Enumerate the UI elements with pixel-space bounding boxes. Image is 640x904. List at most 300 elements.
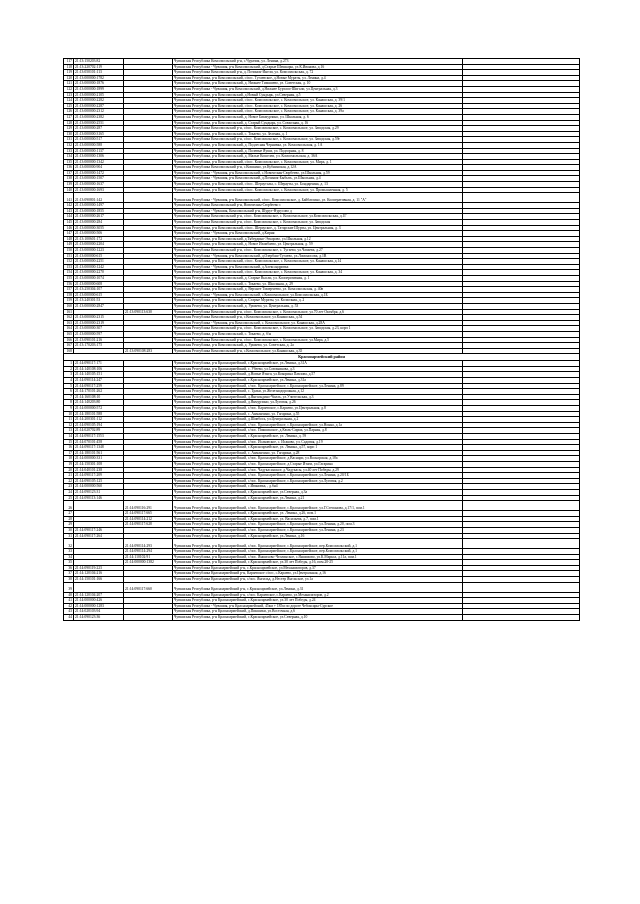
cadastral-number: 21:14:070101:458: [74, 439, 124, 445]
address: Чувашская Республика, р-н Красноармейский, с.Красноармейское, ул. Васильева, д.7, пом.1: [173, 516, 463, 522]
cadastral-number: 21:13:000000:2105: [74, 92, 124, 98]
cadastral-number-2: 21:13:090113:630: [124, 309, 173, 315]
row-number: 14: [64, 434, 74, 440]
address: Чувашская Республика, р-н Красноармейский, с.Красноармейское, ул.Ленина, д.16: [173, 533, 463, 539]
cadastral-number: 21:14:090119:223: [74, 565, 124, 571]
cadastral-number: 21:14:140203:80: [74, 400, 124, 406]
cadastral-number: 21:13:150203:82: [74, 59, 124, 65]
row-number: 148: [64, 236, 74, 242]
cadastral-number-2: 21:14:090117:665: [124, 511, 173, 517]
row-number: 165: [64, 331, 74, 337]
cadastral-number-2: 21:14:090117:628: [124, 522, 173, 528]
row-number: 163: [64, 320, 74, 326]
row-number: 126: [64, 109, 74, 115]
address: Чувашская Республика, р-н Красноармейский, с.Красноармейское, ул.Ленина, д.31А: [173, 361, 463, 367]
row-number: 43: [64, 609, 74, 615]
address: Чувашская Республика, р-н Красноармейский, д.Янгильдино-Чилль, ул.Учительская, д.3: [173, 394, 463, 400]
address: Чувашская Республика Красноармейский р-н, с.Красноармейское, ул.Ленина, д.31: [173, 582, 463, 592]
address: Чувашская Республика, р-н Красноармейский, д.Шивбось, ул.Центральная, д.2: [173, 417, 463, 423]
cadastral-number: 21:13:050101:113: [74, 70, 124, 76]
cadastral-number: 21:13:000000:3165: [74, 131, 124, 137]
row-number: 160: [64, 303, 74, 309]
address: Чувашская Республика - Чувашия, р-н Комсомольский, д.Александровка: [173, 264, 463, 270]
row-number: 13: [64, 428, 74, 434]
section-title: Красноармейский район: [64, 354, 580, 361]
address: Чувашская Республика, р-н Красноармейский, с. Траки, ул.Железнодорожная, д.12: [173, 389, 463, 395]
row-number: 37: [64, 571, 74, 577]
address: Чувашская Республика Комсомольский р-н, Новочелны-Сюрбеево с: [173, 203, 463, 209]
cadastral-number: 21:14:090117:1553: [74, 434, 124, 440]
table-row: [64, 193, 580, 203]
address: Чувашская Республика, р-н Красноармейский, с/пос. Красноармейское, с.Красноармейское, ул.Г.Степанова, д.17/1, пом.1: [173, 501, 463, 511]
row-number: 23: [64, 484, 74, 490]
cadastral-number-2: 21:14:090114:293: [124, 539, 173, 549]
row-number: 5: [64, 383, 74, 389]
cadastral-number: 21:14:090117:246: [74, 527, 124, 533]
address: Чувашская Республика Красноармейский р-н, с/пос. Янгильд, д.Нестер Янгльское, ул.1а: [173, 577, 463, 583]
row-number: 42: [64, 603, 74, 609]
address: Чувашская Республика, р-н Красноармейский, с/пос. Красноармейское, с.Красноармейское, ул.Ленина, д.89: [173, 383, 463, 389]
row-number: 31: [64, 533, 74, 539]
cadastral-number: 21:13:000000:904: [74, 165, 124, 171]
row-number: 156: [64, 281, 74, 287]
row-number: 153: [64, 264, 74, 270]
row-number: 16: [64, 445, 74, 451]
address: Чувашская Республика - Чувашия, р-н Комсомольский, с/пос. Комсомольское, д. Байбатлино, ул. Кооперативная, д. 11 "А": [173, 193, 463, 203]
row-number: 125: [64, 103, 74, 109]
address: Чувашская Республика Красноармейский р-н, с/пос. Караевское, с.Караево, ул.Механизаторов, д.2: [173, 592, 463, 598]
row-number: 121: [64, 81, 74, 87]
document-page: [63, 58, 579, 621]
row-number: 15: [64, 439, 74, 445]
address: Чувашская Республика - Чувашия, р-н Комсомольский, д.Кирня: [173, 231, 463, 237]
cadastral-number: 21:13:000000:2319: [74, 320, 124, 326]
cadastral-number: 21:14:020702:89: [74, 428, 124, 434]
cadastral-number: [74, 582, 124, 592]
address: Чувашская Республика, р-н Комсомольский, с/пос. Комсомольское, с. Комсомольское, ул. Канашская, д. 39а: [173, 109, 463, 115]
address: Чувашская Республика, р-н Комсомольский, д.Новый Сундырь, ул.Северная, д.5: [173, 92, 463, 98]
address: Чувашская Республика, р-н Красноармейский, д.Новые Ятнги, ул.Кокорина Павлова, д.57: [173, 372, 463, 378]
address: Чувашская Республика - Чувашия, Комсомольский р-н, Шурут-Нурусово д: [173, 208, 463, 214]
cadastral-number: 21:13:000000:2847: [74, 303, 124, 309]
address: Чувашская Республика, р-н Красноармейский, с/пос. Красноармейское, с.Красноармейское, ул.Ленина, д.20, пом.3: [173, 522, 463, 528]
empty-cell: [463, 582, 580, 592]
row-number: 149: [64, 242, 74, 248]
address: Чувашская Республика, р-н Комсомольский, с/пос. Комсомольское, с. Комсомольское, ул. Канашская, д. 26: [173, 103, 463, 109]
table-body: [64, 59, 580, 621]
cadastral-number: 21:13:000000:1242: [74, 264, 124, 270]
row-number: 41: [64, 598, 74, 604]
address: Чувашская Республика, р-н Красноармейский, с/пос. Красноармейское, с.Красноармейское, пер.Комсомольский, д.1: [173, 539, 463, 549]
cadastral-number: 21:14:040101:238: [74, 467, 124, 473]
cadastral-number: 21:13:000000:2287: [74, 103, 124, 109]
cadastral-number: 21:13:170203:175: [74, 343, 124, 349]
cadastral-number: 21:13:000000:608: [74, 281, 124, 287]
row-number: 141: [64, 193, 74, 203]
address: Чувашская Республика, р-н Красноармейский, с/пос. Красноармейское, с.Красноармейское, ул.Ленина, д.23: [173, 527, 463, 533]
table-row: [64, 501, 580, 511]
address: Чувашская Республика, р-н Комсомольский, с/пос. Тугаевское, д.Новые Мураты, ул. Ленина, д.4: [173, 75, 463, 81]
cadastral-number: 21:14:090114:247: [74, 378, 124, 384]
address: Чувашская Республика Комсомольский р-н, с.Комсомольское, ул.Канашская, д.35: [173, 348, 463, 354]
address: Чувашская Республика, р-н Комсомольский, д. Подлесная Чернивка, ул. Комсомольская, д. 1А: [173, 142, 463, 148]
row-number: 155: [64, 275, 74, 281]
cadastral-number-2: 21:14:090114:294: [124, 549, 173, 555]
address: Чувашская Республика, р-н Красноармейский, с/пос. Чадукасинское, д.Чадукасы, ул.40 лет Победы, д.29: [173, 467, 463, 473]
cadastral-number: 21:14:000000:331: [74, 456, 124, 462]
cadastral-number: 21:13:000000:1306: [74, 154, 124, 160]
address: Чувашская Республика, р-н Комсомольский, д. Новое Изамбаево, ул. Центральная, д. 59: [173, 242, 463, 248]
cadastral-number: 21:13:090101:216: [74, 337, 124, 343]
row-number: 124: [64, 98, 74, 104]
address: Чувашская Республика, р-н Красноармейский, с.Красноармейское, ул.Ленина, д.21: [173, 495, 463, 501]
cadastral-number: 21:13:000000:2382: [74, 114, 124, 120]
cadastral-number: 21:13:000000:2251: [74, 259, 124, 265]
cadastral-number: 21:14:090117:209: [74, 473, 124, 479]
cadastral-number: 21:14:090117:1348: [74, 445, 124, 451]
cadastral-number: 21:13:000000:615: [74, 253, 124, 259]
address: Чувашская Республика - Чувашия, р-н Комсомольский, д.Починок-Быбыть, ул.Школьная, д.4: [173, 176, 463, 182]
cadastral-number: 21:14:170101:262: [74, 389, 124, 395]
row-number: 21: [64, 473, 74, 479]
address: Чувашская Республика, р-н Красноармейский, с/пос. Караевское, с.Караево, ул.Центральная, д.8: [173, 406, 463, 412]
row-number: 33: [64, 549, 74, 555]
address: Чувашская Республика, р-н Комсомольский, с/пос. Комсомольское, с. Комсомольское, ул. Канашская, д. 39/1: [173, 98, 463, 104]
cadastral-number: 21:14:090117:259: [74, 383, 124, 389]
row-number: 32: [64, 539, 74, 549]
cadastral-number: 21:14:150301:108: [74, 461, 124, 467]
cadastral-number: 21:14:090105:125: [74, 478, 124, 484]
address: Чувашская Республика, р-н Красноармейский, с.Красноармейское, ул. Ленина, д. 59: [173, 434, 463, 440]
cadastral-number: 21:13:000000:2270: [74, 270, 124, 276]
row-number: 12: [64, 422, 74, 428]
address: Чувашская Республика, р-н Красноармейский, д.Янмурзино, ул.Луговая, д.26: [173, 400, 463, 406]
address: Чувашская Республика, р-н Красноармейский, с/пос. Исаковское, с. Исаково, ул. Садовая, д.19: [173, 439, 463, 445]
row-number: 150: [64, 248, 74, 254]
empty-cell: [463, 539, 580, 549]
row-number: 10: [64, 411, 74, 417]
address: Чувашская Республика Комсомольский р-н, с.Комсомольское, ул.Канашская, д.54: [173, 315, 463, 321]
address: Чувашская Республика, р-н Красноармейский, с.Красноармейское, ул.30 лет Победы, д.24: [173, 598, 463, 604]
cadastral-number: 21:13:000000:287: [74, 126, 124, 132]
cadastral-number: 21:14:120104:216: [74, 571, 124, 577]
address: Чувашская Республика, р-н Комсомольский, д.Тябердино-Эткарово, ул.Школьная, д.12: [173, 236, 463, 242]
row-number: 135: [64, 159, 74, 165]
row-number: 128: [64, 120, 74, 126]
row-number: 142: [64, 203, 74, 209]
cadastral-number: 21:13:250304:107: [74, 287, 124, 293]
row-number: 1: [64, 361, 74, 367]
row-number: 34: [64, 554, 74, 560]
table-row: [64, 539, 580, 549]
address: Чувашская Республика, р-н Комсомольский, с/пос. Шерауское, д. Татарские Шурты, ул. Центральная, д. 3: [173, 225, 463, 231]
row-number: 139: [64, 182, 74, 188]
cadastral-number: 21:13:000000:597: [74, 331, 124, 337]
address: Чувашская Республика Комсомольский р-н, с/пос. Комсомольское, с. Тугаево, ул.Чапаева, д.27: [173, 248, 463, 254]
row-number: 7: [64, 394, 74, 400]
cadastral-number: 21:13:000000:517: [74, 137, 124, 143]
row-number: 19: [64, 461, 74, 467]
row-number: 18: [64, 456, 74, 462]
row-number: 22: [64, 478, 74, 484]
row-number: 136: [64, 165, 74, 171]
cadastral-number: 21:13:000000:284: [74, 220, 124, 226]
cadastral-number-2: 21:14:090116:291: [124, 501, 173, 511]
address: Чувашская Республика Комсомольский р-н, с/пос. Комсомольское, с. Комсомольское, ул.70 лет Октября, д.6: [173, 309, 463, 315]
row-number: 143: [64, 208, 74, 214]
cadastral-number: 21:13:090801:142: [74, 193, 124, 203]
row-number: 146: [64, 225, 74, 231]
row-number: 154: [64, 270, 74, 276]
cadastral-number: 21:14:000000:426: [74, 598, 124, 604]
row-number: 26: [64, 501, 74, 511]
cadastral-number: 21:13:000000:1497: [74, 203, 124, 209]
row-number: 29: [64, 522, 74, 528]
address: Чувашская Республика, р-н Комсомольский, д. Малые Кошелеи, ул. Комсомольская, д. 36А: [173, 154, 463, 160]
address: Чувашская Республика Комсомольский р-н, с/пос. Комсомольское, с. Комсомольское, ул.Комсомольская, д.1Г: [173, 214, 463, 220]
row-number: 118: [64, 64, 74, 70]
cadastral-number: 21:13:100601:172: [74, 236, 124, 242]
cadastral-number: 21:13:000000:615: [74, 292, 124, 298]
address: Чувашская Республика, р-н Комсомольский, с/пос. Комсомольское, с. Комсомольское, ул. Промышленная, д. 5: [173, 187, 463, 193]
row-number: 127: [64, 114, 74, 120]
row-number: 152: [64, 259, 74, 265]
address: Чувашская Республика - Чувашия, р-н Комсомольский, д.Озербаш-Тугаево, ул.Ломоносова, д.1В: [173, 253, 463, 259]
row-number: 129: [64, 126, 74, 132]
cadastral-number: 21:14:090105:194: [74, 422, 124, 428]
address: Чувашская Республика, р-н Комсомольский, д. Урмаево, ул. Центральная, д. 53: [173, 303, 463, 309]
empty-cell: [463, 501, 580, 511]
row-number: 25: [64, 495, 74, 501]
row-number: 27: [64, 511, 74, 517]
empty-cell: [463, 615, 580, 621]
cadastral-number: 21:14:090123:36: [74, 615, 124, 621]
cadastral-number: 21:13:000000:307: [74, 326, 124, 332]
row-number: 44: [64, 615, 74, 621]
row-number: 30: [64, 527, 74, 533]
cadastral-number: 21:13:000000:1223: [74, 248, 124, 254]
cadastral-number: 21:13:000000:1693: [74, 187, 124, 193]
cadastral-number: 21:13:000000:1899: [74, 86, 124, 92]
address: Чувашская Республика, р-н Красноармейский, с.Красноармейское, ул.Северная, д.3а: [173, 489, 463, 495]
address: Чувашская Республика, р-н Красноармейский, с.Красноармейское, ул. Ленина, д.57, корп 1: [173, 445, 463, 451]
cadastral-number: [74, 501, 124, 511]
row-number: 157: [64, 287, 74, 293]
row-number: 122: [64, 86, 74, 92]
row-number: 9: [64, 406, 74, 412]
cadastral-number: 21:14:140105:151: [74, 372, 124, 378]
address: Чувашская Республика, р-н Красноармейский, с/пос. Красноармейское, с.Красноармейское, ул.Нонна, д.1а: [173, 422, 463, 428]
address: Чувашская Республика, р-н Комсомольский, с. Токаево, ул. Зеленая, д. 1: [173, 131, 463, 137]
address: Чувашская Республика, р-н Комсомольский, с/пос. Комсомольское, с. Комсомольское, ул. Канашская, д.14: [173, 259, 463, 265]
address: Чувашская Республика - Чувашия, р-н Комсомольский, с.Комсомольское, ул.Комсомольская, д.1Б: [173, 292, 463, 298]
address: Чувашская Республика, р-н Красноармейский, с/пос. Пикшикское, д.Кюль-Сирма, ул.Парная, д.8: [173, 428, 463, 434]
cadastral-number: 21:14:180101:588: [74, 411, 124, 417]
cadastral-number: 21:13:000000:2204: [74, 242, 124, 248]
address: Чувашская Республика Комсомольский р-н, д. Починок-Инели, ул. Комсомольская, д. 72: [173, 70, 463, 76]
cadastral-number: 21:13:000000:1855: [74, 208, 124, 214]
address: Чувашская Республика, р-н Красноармейский, с.Красноармейское, ул.Ленина, д.31а: [173, 378, 463, 384]
cadastral-number: 21:13:000000:588: [74, 142, 124, 148]
row-number: 40: [64, 592, 74, 598]
address: Чувашская Республика - Чувашия, р-н Комсомольский, с.Новочелны-Сюрбеево, ул.Школьная, д.59: [173, 170, 463, 176]
cadastral-number: 21:13:000000:2617: [74, 214, 124, 220]
address: Чувашская Республика, р-н Красноармейский, с. Анманчино, ул. Гагарина, д.28: [173, 450, 463, 456]
address: Чувашская Республика, р-н Комсомольский, д. Полевые Яуши, ул. Подгорная, д. 8: [173, 148, 463, 154]
address: Чувашская Республика, р-н Красноармейский, с. Убеево, ул.Союзникова, д.3: [173, 366, 463, 372]
cadastral-number: 21:14:150101:166: [74, 577, 124, 583]
cadastral-number: 21:14:090113:146: [74, 495, 124, 501]
row-number: 39: [64, 582, 74, 592]
row-number: 159: [64, 298, 74, 304]
cadastral-number: 21:14:120104:207: [74, 592, 124, 598]
address: Чувашская Республика Комсомольский р-н, с.Чурачик, ул. Ленина, д.273: [173, 59, 463, 65]
cadastral-number: 21:13:000000:1074: [74, 275, 124, 281]
cadastral-number: 21:13:000000:1137: [74, 148, 124, 154]
empty-cell: [463, 193, 580, 203]
cadastral-number: 21:13:000000:506: [74, 231, 124, 237]
address: Чувашская Республика, р-н Комсомольский, д. Новое Бикмурзино, ул. Школьная, д. 6: [173, 114, 463, 120]
row-number: 8: [64, 400, 74, 406]
address: Чувашская Республика, р-н Комсомольский, с/пос. Комсомольское, с. Комсомольское, ул. Мира, д. 1: [173, 159, 463, 165]
row-number: 28: [64, 516, 74, 522]
cadastral-number: 21:13:000000:1472: [74, 170, 124, 176]
cadastral-number: 21:14:160108:10: [74, 394, 124, 400]
row-number: 144: [64, 214, 74, 220]
cadastral-number-2: [124, 193, 173, 203]
cadastral-number: 21:14:020103:94: [74, 609, 124, 615]
row-number: 6: [64, 389, 74, 395]
row-number: 132: [64, 142, 74, 148]
address: Чувашская Республика, р-н Красноармейский, д.Пикшики, ул.Восточная, д.6: [173, 609, 463, 615]
cadastral-number: 21:13:000000:1342: [74, 159, 124, 165]
row-number: 11: [64, 417, 74, 423]
row-number: 145: [64, 220, 74, 226]
address: Чувашская Республика, р-н Комсомольский, с. Токаево, ул. Школьная, д. 29: [173, 281, 463, 287]
address: Чувашская Республика, р-н Комсомольский, д. Верхнее Тимерчеево, ул. Комсомольская, д. 40в: [173, 287, 463, 293]
address: Чувашская Республика, р-н Комсомольский, с. Токаево, д. б/н: [173, 331, 463, 337]
row-number: 3: [64, 372, 74, 378]
address: Чувашская Республика, р-н Красноармейский, с.Красноармейское, ул. Ленина, д.26, пом.1: [173, 511, 463, 517]
cadastral-number: 21:13:000000:2282: [74, 98, 124, 104]
address: Чувашская Республика Комсомольский р-н, с/пос. Комсомольское, с. Комсомольское, ул. Заводская, д.59г: [173, 137, 463, 143]
cadastral-number-2: 21:13:090108:283: [124, 348, 173, 354]
address: Чувашская Республика, р-н Красноармейский, с/пос. Красноармейское, с.Красноармейское, ул.Ленина, д.20/1Б: [173, 473, 463, 479]
address: Чувашская Республика Комсомольский р-н, с/пос. Комсомольское, с. Комсомольское, ул.Мира, д.5: [173, 337, 463, 343]
cadastral-number: 21:14:090117:264: [74, 533, 124, 539]
row-number: 38: [64, 577, 74, 583]
row-number: 133: [64, 148, 74, 154]
cadastral-number: 21:14:200301:112: [74, 417, 124, 423]
address: Чувашская Республика Красноармейский р-н, с.Красноармейское, ул.Механизаторов, д.37: [173, 565, 463, 571]
cadastral-number: 21:13:000000:1782: [74, 75, 124, 81]
address: Чувашская Республика Красноармейский р-н, Караевское с/пос, с.Караево, ул.Центральная, д.16: [173, 571, 463, 577]
row-number: 35: [64, 560, 74, 566]
address: Чувашская Республика, р-н Красноармейский, с.Красноармейское, ул.30 лет Победы, д.16, пом.20-25: [173, 560, 463, 566]
address: Чувашская Республика, р-н Комсомольский, д. Урмаево, ул. Советская, д. 2а: [173, 343, 463, 349]
cadastral-number: 21:13:000000:1876: [74, 81, 124, 87]
row-number: 147: [64, 231, 74, 237]
row-number: 131: [64, 137, 74, 143]
address: Чувашская Республика, р-н Комсомольский, с/пос. Шерауталы, с. Шерауты, ул. Бондарчина, д. 13: [173, 182, 463, 188]
row-number: 167: [64, 343, 74, 349]
cadastral-number: [74, 539, 124, 549]
row-number: 119: [64, 70, 74, 76]
cadastral-number-2: 21:14:110102:91: [124, 554, 173, 560]
address: Чувашская Республика, р-н Красноармейский, с/пос. Красноармейское, с.Красноармейское, пер.Комсомольский, д.1: [173, 549, 463, 555]
address: Чувашская Республика, р-н Красноармейский, с.Красноармейское, ул.Северная, д.10: [173, 615, 463, 621]
address: Чувашская Республика, р-н Красноармейский, с/пос. Красноармейское, д.Васнари, ул.Васнарская, д.18а: [173, 456, 463, 462]
cadastral-number: 21:14:000000:560: [74, 484, 124, 490]
cadastral-number: 21:13:000000:3055: [74, 225, 124, 231]
row-number: 4: [64, 378, 74, 384]
cadastral-number-2: 21:14:000000:1382: [124, 560, 173, 566]
cadastral-number: 21:14:000000:572: [74, 406, 124, 412]
cadastral-number: 21:13:240301:53: [74, 298, 124, 304]
address: Чувашская Республика, р-н Комсомольский, д. Нижнее Тимяшево, ул. Советская, д. 10: [173, 81, 463, 87]
row-number: 138: [64, 176, 74, 182]
row-number: 162: [64, 315, 74, 321]
address: Чувашская Республика, р-н Комсомольский, д. Старые Высли, ул. Кооперативная, д. 1: [173, 275, 463, 281]
address: Чувашская Республика Комсомольский р-н, с/пос. Комсомольское, с. Комсомольское, ул. Заводская, д.29: [173, 126, 463, 132]
address: Чувашская Республика - Чувашия, р-н Комсомольский, д.Старые Шешкары, ул.К.Иванова, д.16: [173, 64, 463, 70]
cadastral-number: 21:14:090123:31: [74, 489, 124, 495]
address: Чувашская Республика, р-н Красноармейский, с/пос. Красноармейское, д.Старые Итяги, ул.Гагарина: [173, 461, 463, 467]
row-number: 17: [64, 450, 74, 456]
row-number: 20: [64, 467, 74, 473]
address: Чувашская Республика, р-н Красноармейский, с.Ивановка, , д.бн4: [173, 484, 463, 490]
cadastral-number: 21:13:220702:119: [74, 64, 124, 70]
address: Чувашская Республика - Чувашия, р-н Комсомольский, д.Нижнее Буртаси-Шигали, ул.Центральная, д.3: [173, 86, 463, 92]
section-header-row: [64, 354, 580, 361]
row-number: 158: [64, 292, 74, 298]
cadastral-number: 21:13:000000:2551: [74, 120, 124, 126]
row-number: 130: [64, 131, 74, 137]
row-number: 24: [64, 489, 74, 495]
cadastral-number: 21:13:000000:1637: [74, 182, 124, 188]
row-number: 123: [64, 92, 74, 98]
row-number: 137: [64, 170, 74, 176]
address: Чувашская Республика, р-н Красноармейский, с/пос. Красноармейское, с.Красноармейское, ул.Луговая, д.2: [173, 478, 463, 484]
address: Чувашская Республика, р-н Комсомольский, д. Старый Сундырь, ул. Совхозная, д. 16: [173, 120, 463, 126]
row-number: 117: [64, 59, 74, 65]
address: Чувашская Республика Комсомольский р-н, с.Кошкино, ул.Кубнинская, д.12А: [173, 165, 463, 171]
address: Чувашская Республика, р-н Комсомольский, д. Старые Мураты, ул. Колхозная, д. 2: [173, 298, 463, 304]
row-number: 151: [64, 253, 74, 259]
cadastral-number: 21:14:000000:1283: [74, 603, 124, 609]
cadastral-number: 21:14:180101:561: [74, 450, 124, 456]
table-row: [64, 615, 580, 621]
cadastral-number: 21:13:000000:2315: [74, 315, 124, 321]
address: Чувашская Республика Комсомольский р-н, с/пос. Комсомольское, с. Комсомольское, ул. Заводская, д.23, корп 1: [173, 326, 463, 332]
row-number: 140: [64, 187, 74, 193]
row-number: 134: [64, 154, 74, 160]
row-number: 36: [64, 565, 74, 571]
row-number: 168: [64, 348, 74, 354]
cadastral-number-2: 21:14:090114:212: [124, 516, 173, 522]
address: Чувашская Республика - Чувашия, р-н Красноармейский, 45км + 185м по дороге Чебоксары-Сурское: [173, 603, 463, 609]
cadastral-number: 21:14:140108:106: [74, 366, 124, 372]
row-number: 164: [64, 326, 74, 332]
cadastral-number-2: [124, 615, 173, 621]
address: Чувашская Республика, р-н Красноармейский, с/пос. Яншихово-Челлинское, с.Яншихово, ул.К.Маркса, д.11а, пом.1: [173, 554, 463, 560]
cadastral-number: 21:13:000000:1507: [74, 176, 124, 182]
address: Чувашская Республика Комсомольский р-н, с/пос. Комсомольское, с. Комсомольское, ул. Заводская: [173, 220, 463, 226]
cadastral-number-2: 21:14:090117:660: [124, 582, 173, 592]
row-number: 161: [64, 309, 74, 315]
row-number: 166: [64, 337, 74, 343]
cadastral-number: 21:14:090117:171: [74, 361, 124, 367]
